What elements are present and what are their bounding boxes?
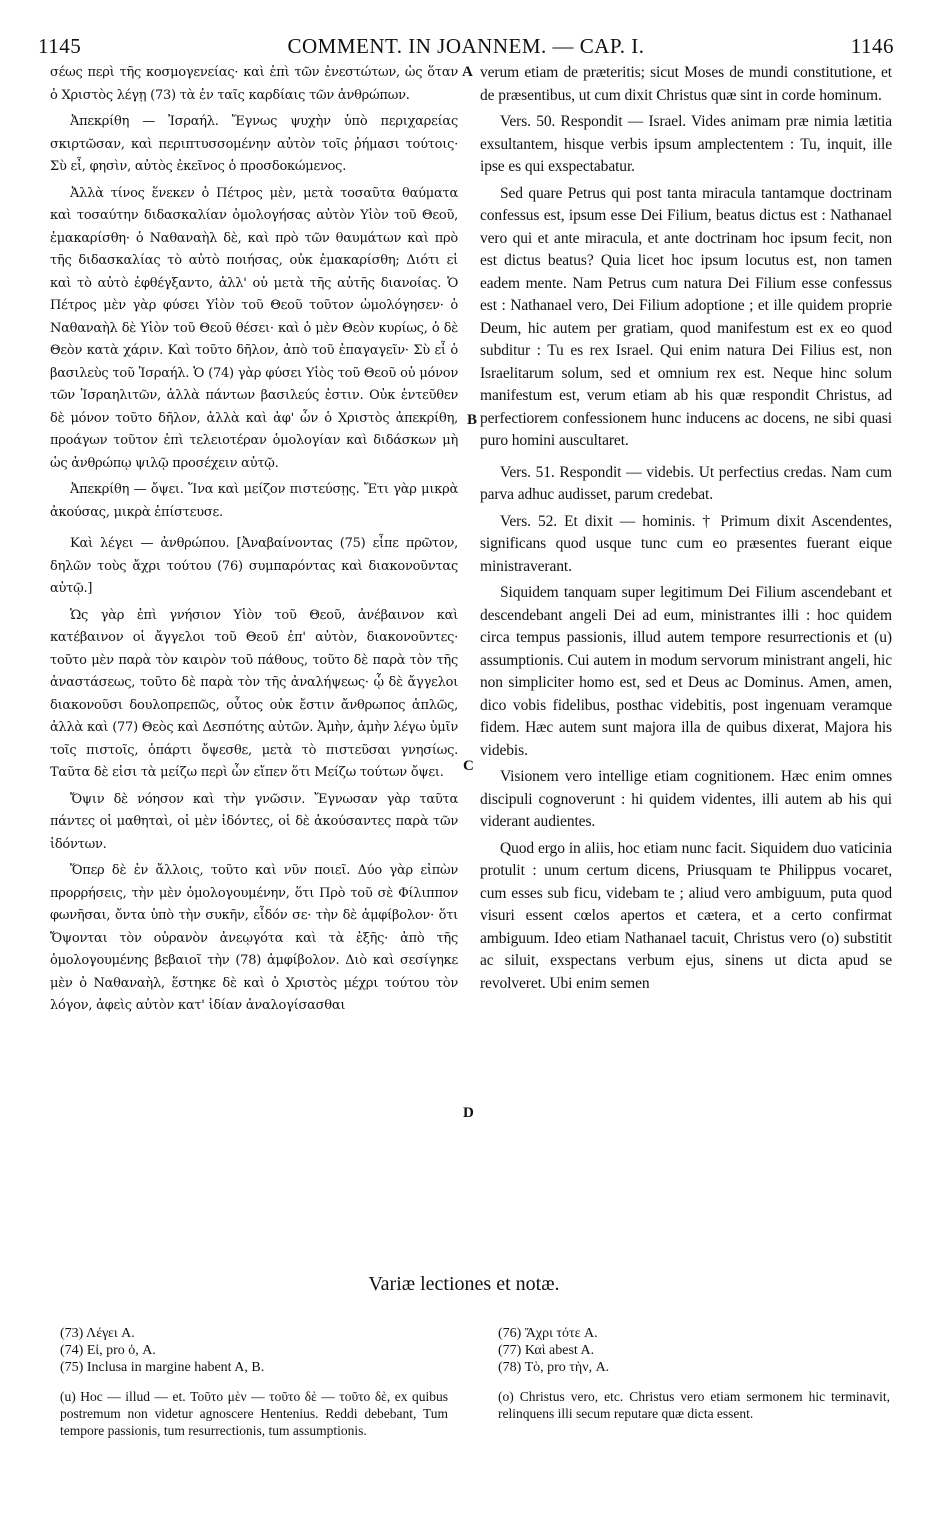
- right-column-number: 1146: [850, 34, 894, 58]
- greek-paragraph: σέως περὶ τῆς κοσμογενείας· καὶ ἐπὶ τῶν ἐνεστώτων, ὡς ὅταν ὁ Χριστὸς λέγῃ (73) τὰ ἐν ταῖς καρδίαις τῶν ἀνθρώπων.: [50, 65, 458, 103]
- left-column-number: 1145: [38, 34, 82, 58]
- running-title: COMMENT. IN JOANNEM. — CAP. I.: [287, 34, 645, 58]
- margin-letter-b: B: [467, 412, 478, 428]
- variant-note: (77) Καὶ abest A.: [498, 1343, 595, 1358]
- greek-paragraph: Ἀπεκρίθη — Ἰσραήλ. Ἔγνως ψυχὴν ὑπὸ περιχαρείας σκιρτῶσαν, καὶ περιπτυσσομένην αὐτὸν τοῖς ῥήμασι τούτοις· Σὺ εἶ, φησὶν, αὐτὸς ἐκεῖνος ὁ προσδοκώμενος.: [50, 114, 458, 174]
- latin-column: [480, 62, 892, 995]
- latin-paragraph: Vers. 52. Et dixit — hominis. † Primum dixit Ascendentes, significans quod usque tunc cum eo præsentes fuerant eique ministraverant.: [480, 512, 892, 575]
- latin-paragraph: Quod ergo in aliis, hoc etiam nunc facit. Siquidem duo vaticinia protulit : unum certum dicens, Priusquam te Philippus vocaret, cum esses sub ficu, videbam te ; aliud vero ambiguum, puta quod visuri essent cœlos apertos et cætera, et a certo confirmat ambiguum. Ideo etiam Nathanael tacuit, Christus vero (o) substitit ac siluit, exspectans verbum ejus, sinens ut dicta apud se revolveret. Ubi enim semen: [480, 839, 892, 992]
- margin-letter-a: A: [462, 64, 473, 80]
- margin-letter-d: D: [463, 1105, 474, 1121]
- latin-paragraph: Visionem vero intellige etiam cognitionem. Hæc enim omnes discipuli cognoverunt : hi quidem videntes, illi autem ab his qui viderant audientes.: [480, 768, 892, 830]
- footnote-u: (u) Hoc — illud — et. Τοῦτο μὲν — τοῦτο δὲ — τοῦτο δὲ, ex quibus postremum non videtur agnoscere Hentenius. Reddi debebant, Tum tempore passionis, tum resurrectionis, tum assumptionis.: [60, 1389, 448, 1438]
- greek-column: [50, 62, 458, 1018]
- greek-paragraph: Ὅπερ δὲ ἐν ἄλλοις, τοῦτο καὶ νῦν ποιεῖ. Δύο γὰρ εἰπὼν προρρήσεις, τὴν μὲν ὁμολογουμένην, ὅτι Πρὸ τοῦ σὲ Φίλιππον φωνῆσαι, ὄντα ὑπὸ τὴν συκῆν, εἶδόν σε· τὴν δὲ ἀμφίβολον· ὅτι Ὄψονται τὸν οὐρανὸν ἀνεῳγότα καὶ τὰ ἑξῆς· ἀπὸ τῆς ὁμολογουμένης βεβαιοῖ τὴν (78) ἀμφίβολον. Διὸ καὶ σεσίγηκε μὲν ὁ Ναθαναὴλ, ἕστηκε δὲ καὶ ὁ Χριστὸς μέχρι τούτου τὸν λόγον, ἀφεὶς αὐτὸν κατ' ἰδίαν ἀναλογίσασθαι: [50, 863, 458, 1013]
- greek-paragraph: Ὡς γὰρ ἐπὶ γνήσιον Υἱὸν τοῦ Θεοῦ, ἀνέβαινον καὶ κατέβαινον οἱ ἄγγελοι τοῦ Θεοῦ ἐπ' αὐτὸν, διακονοῦντες· τοῦτο μὲν παρὰ τὸν καιρὸν τοῦ πάθους, τοῦτο δὲ παρὰ τὸν τῆς ἀναστάσεως, τοῦτο δὲ παρὰ τὸν τῆς ἀναλήψεως· ᾧ δὲ ἄγγελοι διακονοῦσι δουλοπρεπῶς, οὗτος οὐκ ἔστιν ἄνθρωπος ἁπλῶς, ἀλλὰ καὶ (77) Θεὸς καὶ Δεσπότης αὐτῶν. Ἀμὴν, ἀμὴν λέγω ὑμῖν τοῖς πιστοῖς, ὁπάρτι ὄψεσθε, μετὰ τὸ πιστεῦσαι γνησίως. Ταῦτα δὲ εἰσι τὰ μείζω περὶ ὧν εἴπεν ὅτι Μείζω τούτων ὄψει.: [50, 607, 458, 780]
- variant-note: (74) Εἰ, pro ὁ, A.: [60, 1343, 156, 1358]
- latin-paragraph: verum etiam de præteritis; sicut Moses de mundi constitutione, et de præsentibus, ut cum dixit Christus quæ sint in corde hominum.: [480, 64, 892, 104]
- variant-readings-right: [498, 1325, 888, 1376]
- variant-note: (73) Λέγει A.: [60, 1326, 135, 1341]
- notes-title: Variæ lectiones et notæ.: [368, 1273, 560, 1295]
- variant-readings-left: [60, 1325, 440, 1376]
- variant-note: (76) Ἄχρι τότε A.: [498, 1326, 598, 1341]
- variant-note: (78) Τὸ, pro τὴν, A.: [498, 1360, 610, 1375]
- variant-note: (75) Inclusa in margine habent A, B.: [60, 1360, 265, 1375]
- footnote-o: (o) Christus vero, etc. Christus vero etiam sermonem hic terminavit, relinquens illi secum reputare quæ dicta essent.: [498, 1389, 890, 1421]
- greek-paragraph: Ἀπεκρίθη — ὄψει. Ἵνα καὶ μείζον πιστεύσῃς. Ἔτι γὰρ μικρὰ ἀκούσας, μικρὰ ἐπίστευσε.: [50, 482, 458, 520]
- greek-paragraph: Καὶ λέγει — ἀνθρώπου. [Ἀναβαίνοντας (75) εἶπε πρῶτον, δηλῶν τοὺς ἄχρι τούτου (76) συμπαρόντας καὶ διακονοῦντας αὐτῷ.]: [50, 536, 458, 596]
- greek-paragraph: Ἀλλὰ τίνος ἕνεκεν ὁ Πέτρος μὲν, μετὰ τοσαῦτα θαύματα καὶ τοσαύτην διδασκαλίαν ὁμολογήσας αὐτὸν Υἱὸν τοῦ Θεοῦ, ἐμακαρίσθη· ὁ Ναθαναὴλ δὲ, καὶ πρὸ τῶν θαυμάτων καὶ πρὸ τῆς διδασκαλίας τὸ αὐτὸ ποιήσας, οὐκ ἐμακαρίσθη; Διότι εἰ καὶ τὸ αὐτὸ ἐφθέγξαντο, ἀλλ' οὐ μετὰ τῆς αὐτῆς διανοίας. Ὁ Πέτρος μὲν γὰρ φύσει Υἱὸν τοῦ Θεοῦ τοῦτον ὡμολόγησεν· ὁ Ναθαναὴλ δὲ Υἱὸν τοῦ Θεοῦ θέσει· καὶ ὁ μὲν Θεὸν κυρίως, ὁ δὲ Θεὸν κατὰ χάριν. Καὶ τοῦτο δῆλον, ἀπὸ τοῦ ἐπαγαγεῖν· Σὺ εἶ ὁ βασιλεὺς τοῦ Ἰσραήλ. Ὁ (74) γὰρ φύσει Υἱὸς τοῦ Θεοῦ οὐ μόνον τῶν Ἰσραηλιτῶν, ἀλλὰ πάντων βασιλεύς ἐστιν. Οὐκ ἐντεῦθεν δὲ μόνον τοῦτο δῆλον, ἀλλὰ καὶ ἀφ' ὧν ὁ Χριστὸς ἀπεκρίθη, προάγων τοῦτον ἐπὶ τελειοτέραν ὁμολογίαν καὶ διδάσκων μὴ ὡς ἀνθρώπῳ ψιλῷ προσέχειν αὐτῷ.: [50, 185, 458, 471]
- latin-paragraph: Vers. 50. Respondit — Israel. Vides animam præ nimia lætitia exsultantem, hisque verbis ipsum amplectentem : Tu, inquit, ille ipse es qui exspectabatur.: [480, 113, 892, 175]
- latin-paragraph: Vers. 51. Respondit — videbis. Ut perfectius credas. Nam cum parva adhuc audisset, parum credebat.: [480, 463, 892, 503]
- greek-paragraph: Ὄψιν δὲ νόησον καὶ τὴν γνῶσιν. Ἔγνωσαν γὰρ ταῦτα πάντες οἱ μαθηταὶ, οἱ μὲν ἰδόντες, οἱ δὲ ἀκούσαντες παρὰ τῶν ἰδόντων.: [50, 791, 458, 852]
- latin-paragraph: Sed quare Petrus qui post tanta miracula tantamque doctrinam confessus est, ipsum esse Dei Filium, beatus dictus est : Nathanael vero qui et ante miracula, et ante doctrinam hoc ipsum fecit, non est dictus beatus? Quia licet hoc ipsum locutus est, non tamen eadem mente. Nam Petrus cum natura Dei Filium esse confessus est : Nathanael vero, Dei Filium adoptione ; et ille quidem proprie Deum, hic autem per gratiam, quod manifestum est ex eo quod subditur : Tu es rex Israel. Qui enim natura Dei Filius est, non Israelitarum solum, sed et omnium rex est. Neque hinc solum manifestum est, verum etiam ab his quæ respondit Christus, ad perfectiorem confessionem hunc inducens ac docens, ne sibi quasi puro homini auscultaret.: [480, 184, 892, 449]
- margin-letter-c: C: [463, 758, 474, 774]
- page-header: [38, 34, 894, 64]
- latin-paragraph: Siquidem tanquam super legitimum Dei Filium ascendebant et descendebant angeli Dei ad eum, ministrantes illi : hoc quidem circa tempus passionis, illud autem tempore resurrectionis et (u) assumptionis. Cui autem in modum servorum ministrant angeli, hic non simpliciter homo est, sed et Deus ac Dominus. Amen, amen, dico vobis fidelibus, posthac videbitis, post ingenuam veramque fidem. Hæc autem sunt majora illa de quibus dixerat, Majora his videbis.: [480, 584, 892, 759]
